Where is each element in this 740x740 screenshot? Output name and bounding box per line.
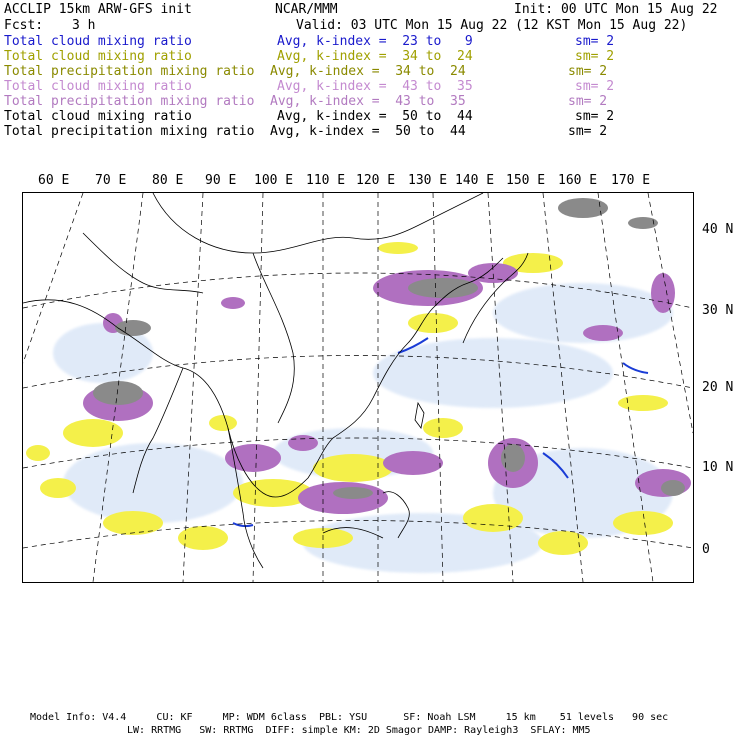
field-sm: sm= 2 xyxy=(575,79,615,94)
lat-label: 40 N xyxy=(702,222,734,237)
field-name: Total cloud mixing ratio xyxy=(4,79,192,94)
field-avg: Avg, k-index = 43 to 35 xyxy=(270,94,466,109)
field-avg: Avg, k-index = 50 to 44 xyxy=(270,124,466,139)
field-name: Total precipitation mixing ratio xyxy=(4,124,255,139)
field-sm: sm= 2 xyxy=(568,64,608,79)
field-name: Total cloud mixing ratio xyxy=(4,109,192,124)
field-name: Total precipitation mixing ratio xyxy=(4,64,255,79)
lon-label: 60 E xyxy=(38,173,70,188)
field-name: Total precipitation mixing ratio xyxy=(4,94,255,109)
lon-label: 150 E xyxy=(506,173,546,188)
field-sm: sm= 2 xyxy=(575,34,615,49)
field-sm: sm= 2 xyxy=(575,49,615,64)
init-time: Init: 00 UTC Mon 15 Aug 22 xyxy=(514,2,718,17)
lat-label: 30 N xyxy=(702,303,734,318)
map-panel xyxy=(22,192,694,583)
fcst-value: 3 h xyxy=(72,18,96,33)
field-name: Total cloud mixing ratio xyxy=(4,49,192,64)
model-title: ACCLIP 15km ARW-GFS init xyxy=(4,2,192,17)
field-sm: sm= 2 xyxy=(568,124,608,139)
lon-label: 170 E xyxy=(611,173,651,188)
field-avg: Avg, k-index = 23 to 9 xyxy=(277,34,473,49)
map-svg xyxy=(23,193,693,582)
center-label: NCAR/MMM xyxy=(275,2,338,17)
lon-label: 70 E xyxy=(95,173,127,188)
lon-label: 80 E xyxy=(152,173,184,188)
field-name: Total cloud mixing ratio xyxy=(4,34,192,49)
field-sm: sm= 2 xyxy=(568,94,608,109)
footer-line-1: Model Info: V4.4 CU: KF MP: WDM 6class PBL: YSU SF: Noah LSM 15 km 51 levels 90 sec xyxy=(30,712,669,723)
lon-label: 100 E xyxy=(254,173,294,188)
field-avg: Avg, k-index = 34 to 24 xyxy=(277,49,473,64)
lon-label: 130 E xyxy=(408,173,448,188)
lon-label: 110 E xyxy=(306,173,346,188)
lat-label: 0 xyxy=(702,542,710,557)
field-avg: Avg, k-index = 34 to 24 xyxy=(270,64,466,79)
lat-label: 10 N xyxy=(702,460,734,475)
lon-label: 120 E xyxy=(356,173,396,188)
field-avg: Avg, k-index = 43 to 35 xyxy=(277,79,473,94)
lon-label: 160 E xyxy=(558,173,598,188)
lat-label: 20 N xyxy=(702,380,734,395)
field-sm: sm= 2 xyxy=(575,109,615,124)
valid-time: Valid: 03 UTC Mon 15 Aug 22 (12 KST Mon 15 Aug 22) xyxy=(296,18,688,33)
lon-label: 90 E xyxy=(205,173,237,188)
lon-label: 140 E xyxy=(455,173,495,188)
footer-line-2: LW: RRTMG SW: RRTMG DIFF: simple KM: 2D Smagor DAMP: Rayleigh3 SFLAY: MM5 xyxy=(127,725,591,736)
fcst-label: Fcst: xyxy=(4,18,44,33)
field-avg: Avg, k-index = 50 to 44 xyxy=(277,109,473,124)
